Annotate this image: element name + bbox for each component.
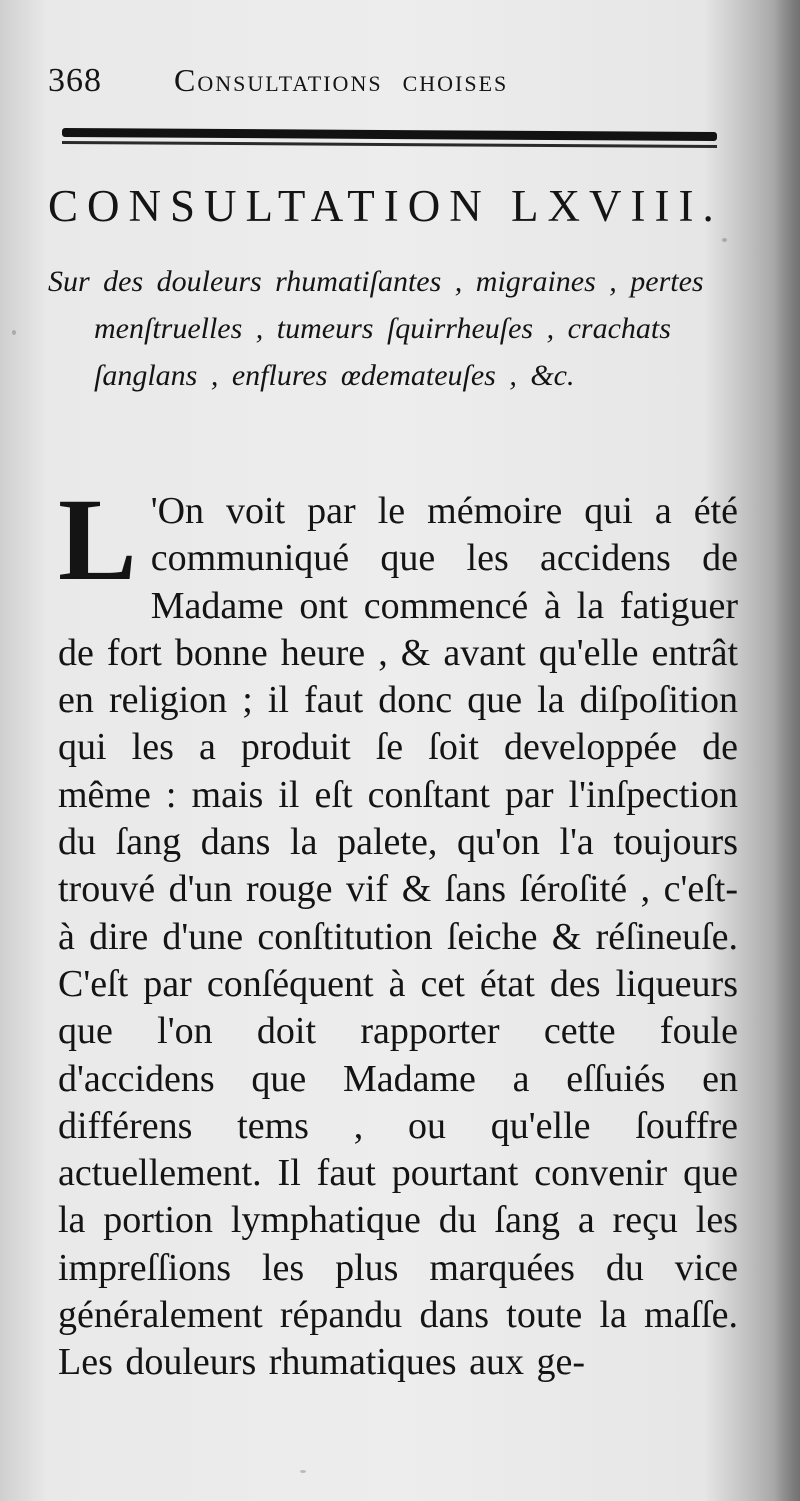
page-header <box>48 52 728 102</box>
page-gutter-shadow <box>774 0 800 1501</box>
consultation-subtitle: Sur des douleurs rhumatiſantes , migraines , pertes menſtruelles , tumeurs ſquirrheuſes , crachats ſanglans , enflures œdemateuſes , &c. <box>48 265 704 392</box>
body-paragraph <box>58 474 738 1387</box>
header-rule <box>62 128 717 141</box>
header-rule-thin <box>62 141 717 148</box>
ink-speck <box>300 1470 306 1473</box>
body-text: 'On voit par le mémoire qui a été communiqué que les accidens de Madame ont commencé à la fatiguer de fort bonne heure , & avant qu'elle entrât en religion ; il faut donc que la diſpoſition qui les a produit ſe ſoit developpée de même : mais il eſt conſtant par l'inſpection du ſang dans la palete, qu'on l'a toujours trouvé d'un rouge vif & ſans ſéroſité , c'eſt-à dire d'une conſtitution ſeiche & réſineuſe. C'eſt par conſéquent à cet état des liqueurs que l'on doit rapporter cette foule d'accidens que Madame a eſſuiés en différens tems , ou qu'elle ſouffre actuellement. Il faut pourtant convenir que la portion lymphatique du ſang a reçu les impreſſions les plus marquées du vice généralement répandu dans toute la maſſe. Les douleurs rhumatiques aux ge- <box>58 490 738 1384</box>
ink-speck <box>722 238 727 242</box>
running-head: Consultations choises <box>174 62 509 98</box>
ink-speck <box>12 330 16 335</box>
page-number: 368 <box>48 62 102 99</box>
consultation-title: CONSULTATION LXVIII. <box>48 181 723 231</box>
drop-cap: L <box>58 474 137 605</box>
